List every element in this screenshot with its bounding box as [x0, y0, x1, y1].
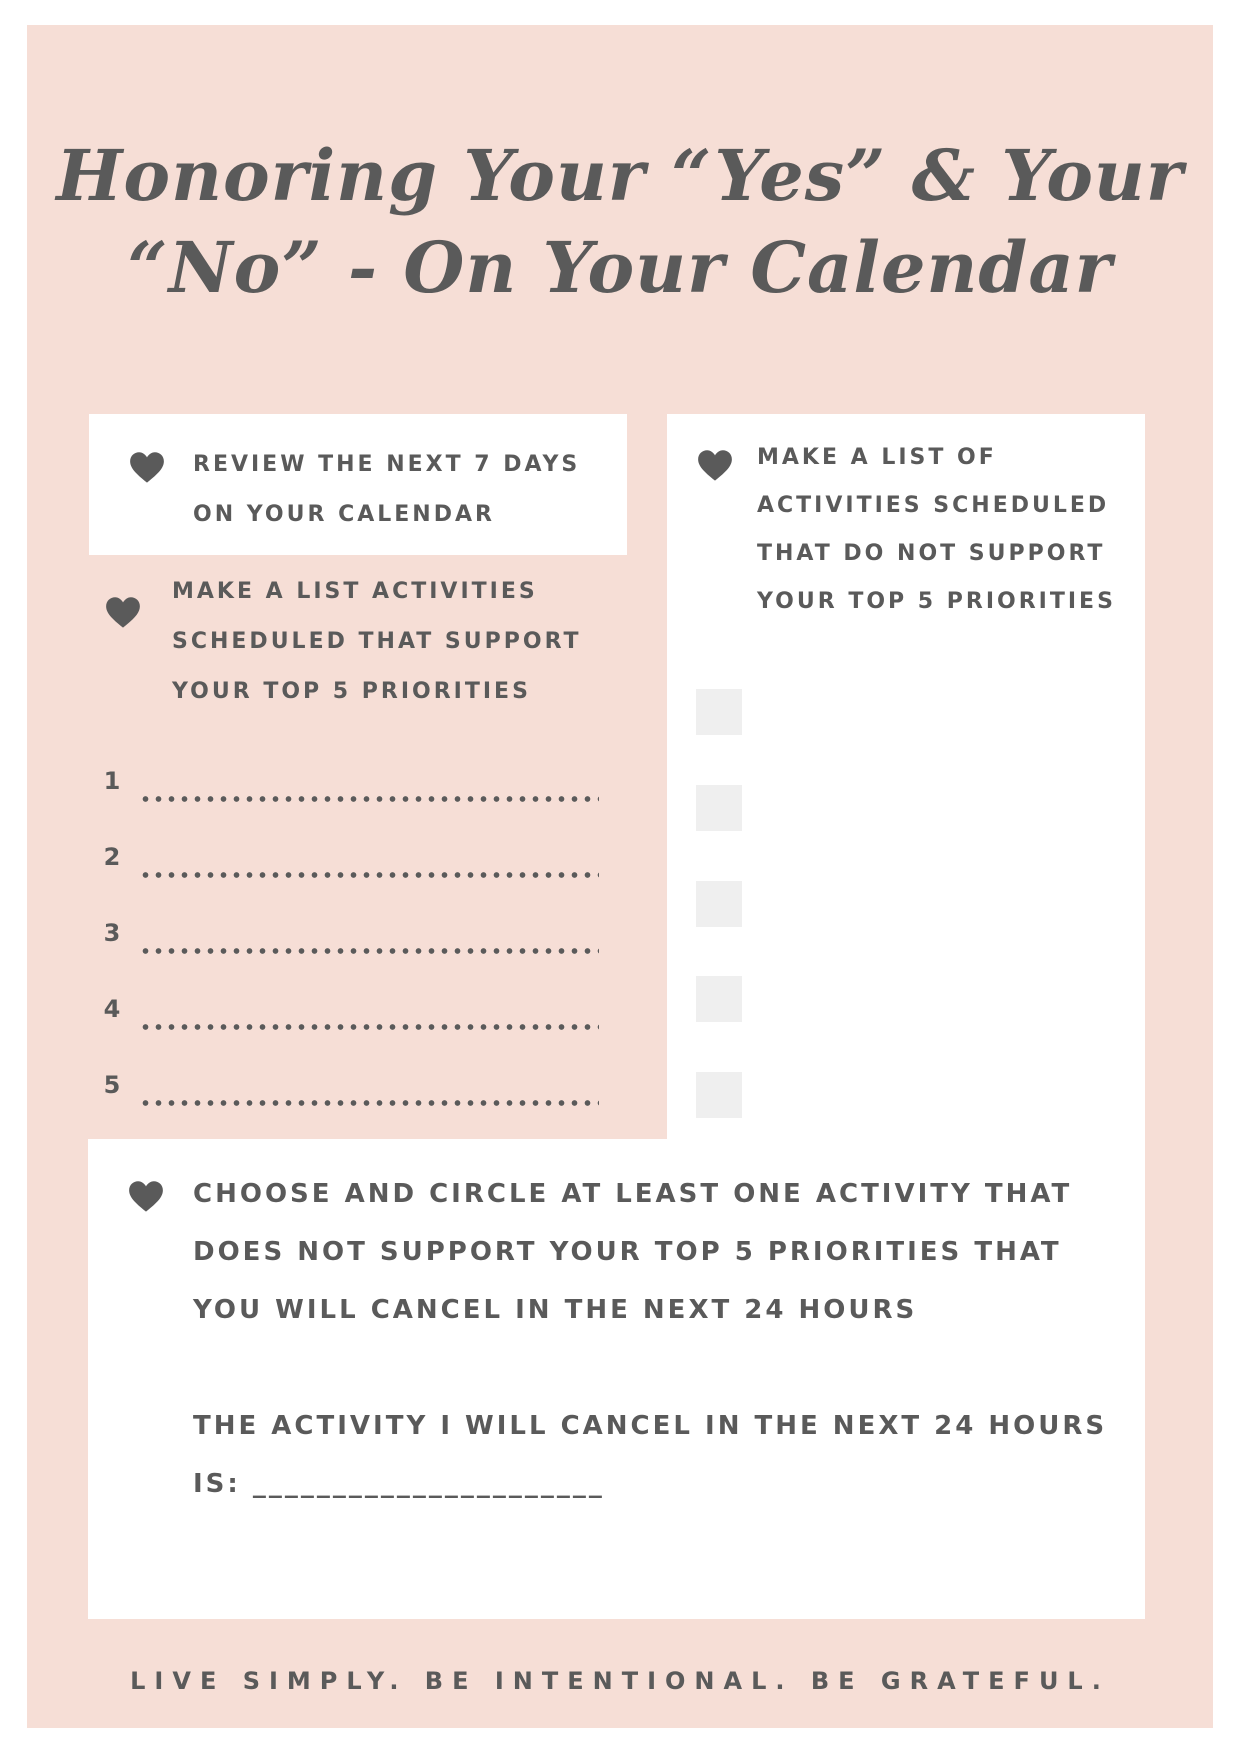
support-instruction: MAKE A LIST ACTIVITIES SCHEDULED THAT SUPPORT YOUR TOP 5 PRIORITIES: [172, 579, 582, 704]
checkbox[interactable]: [696, 881, 742, 927]
item-number: 2: [103, 843, 121, 871]
cancel-instruction: CHOOSE AND CIRCLE AT LEAST ONE ACTIVITY THAT DOES NOT SUPPORT YOUR TOP 5 PRIORITIES THAT YOU WILL CANCEL IN THE NEXT 24 HOURS: [193, 1179, 1073, 1325]
heart-icon: [105, 595, 141, 631]
heart-icon: [697, 448, 733, 484]
page-title: [27, 130, 1213, 314]
checkbox[interactable]: [696, 976, 742, 1022]
dotted-line: [139, 947, 599, 955]
dotted-line: [139, 1099, 599, 1107]
list-item[interactable]: [97, 919, 597, 959]
checkbox[interactable]: [696, 1072, 742, 1118]
dotted-line: [139, 795, 599, 803]
cancel-card: [88, 1139, 1145, 1619]
dotted-line: [139, 871, 599, 879]
review-instruction: REVIEW THE NEXT 7 DAYS ON YOUR CALENDAR: [193, 452, 581, 527]
item-number: 1: [103, 767, 121, 795]
checkbox[interactable]: [696, 785, 742, 831]
list-item[interactable]: [97, 767, 597, 807]
review-card: [89, 414, 627, 555]
cancel-prompt[interactable]: THE ACTIVITY I WILL CANCEL IN THE NEXT 24 HOURS IS: ______________________: [193, 1411, 1108, 1499]
list-item[interactable]: [97, 1071, 597, 1111]
list-item[interactable]: [97, 995, 597, 1035]
not-support-card: [667, 414, 1145, 1139]
title-line-2: “No” - On Your Calendar: [127, 226, 1113, 309]
title-line-1: Honoring Your “Yes” & Your: [56, 134, 1184, 217]
heart-icon: [128, 1179, 164, 1215]
footer-tagline: LIVE SIMPLY. BE INTENTIONAL. BE GRATEFUL.: [130, 1667, 1110, 1695]
not-support-instruction: MAKE A LIST OF ACTIVITIES SCHEDULED THAT DO NOT SUPPORT YOUR TOP 5 PRIORITIES: [757, 445, 1116, 614]
dotted-line: [139, 1023, 599, 1031]
checkbox[interactable]: [696, 689, 742, 735]
heart-icon: [129, 450, 165, 486]
list-item[interactable]: [97, 843, 597, 883]
item-number: 4: [103, 995, 121, 1023]
worksheet-page: [27, 25, 1213, 1728]
item-number: 5: [103, 1071, 121, 1099]
item-number: 3: [103, 919, 121, 947]
